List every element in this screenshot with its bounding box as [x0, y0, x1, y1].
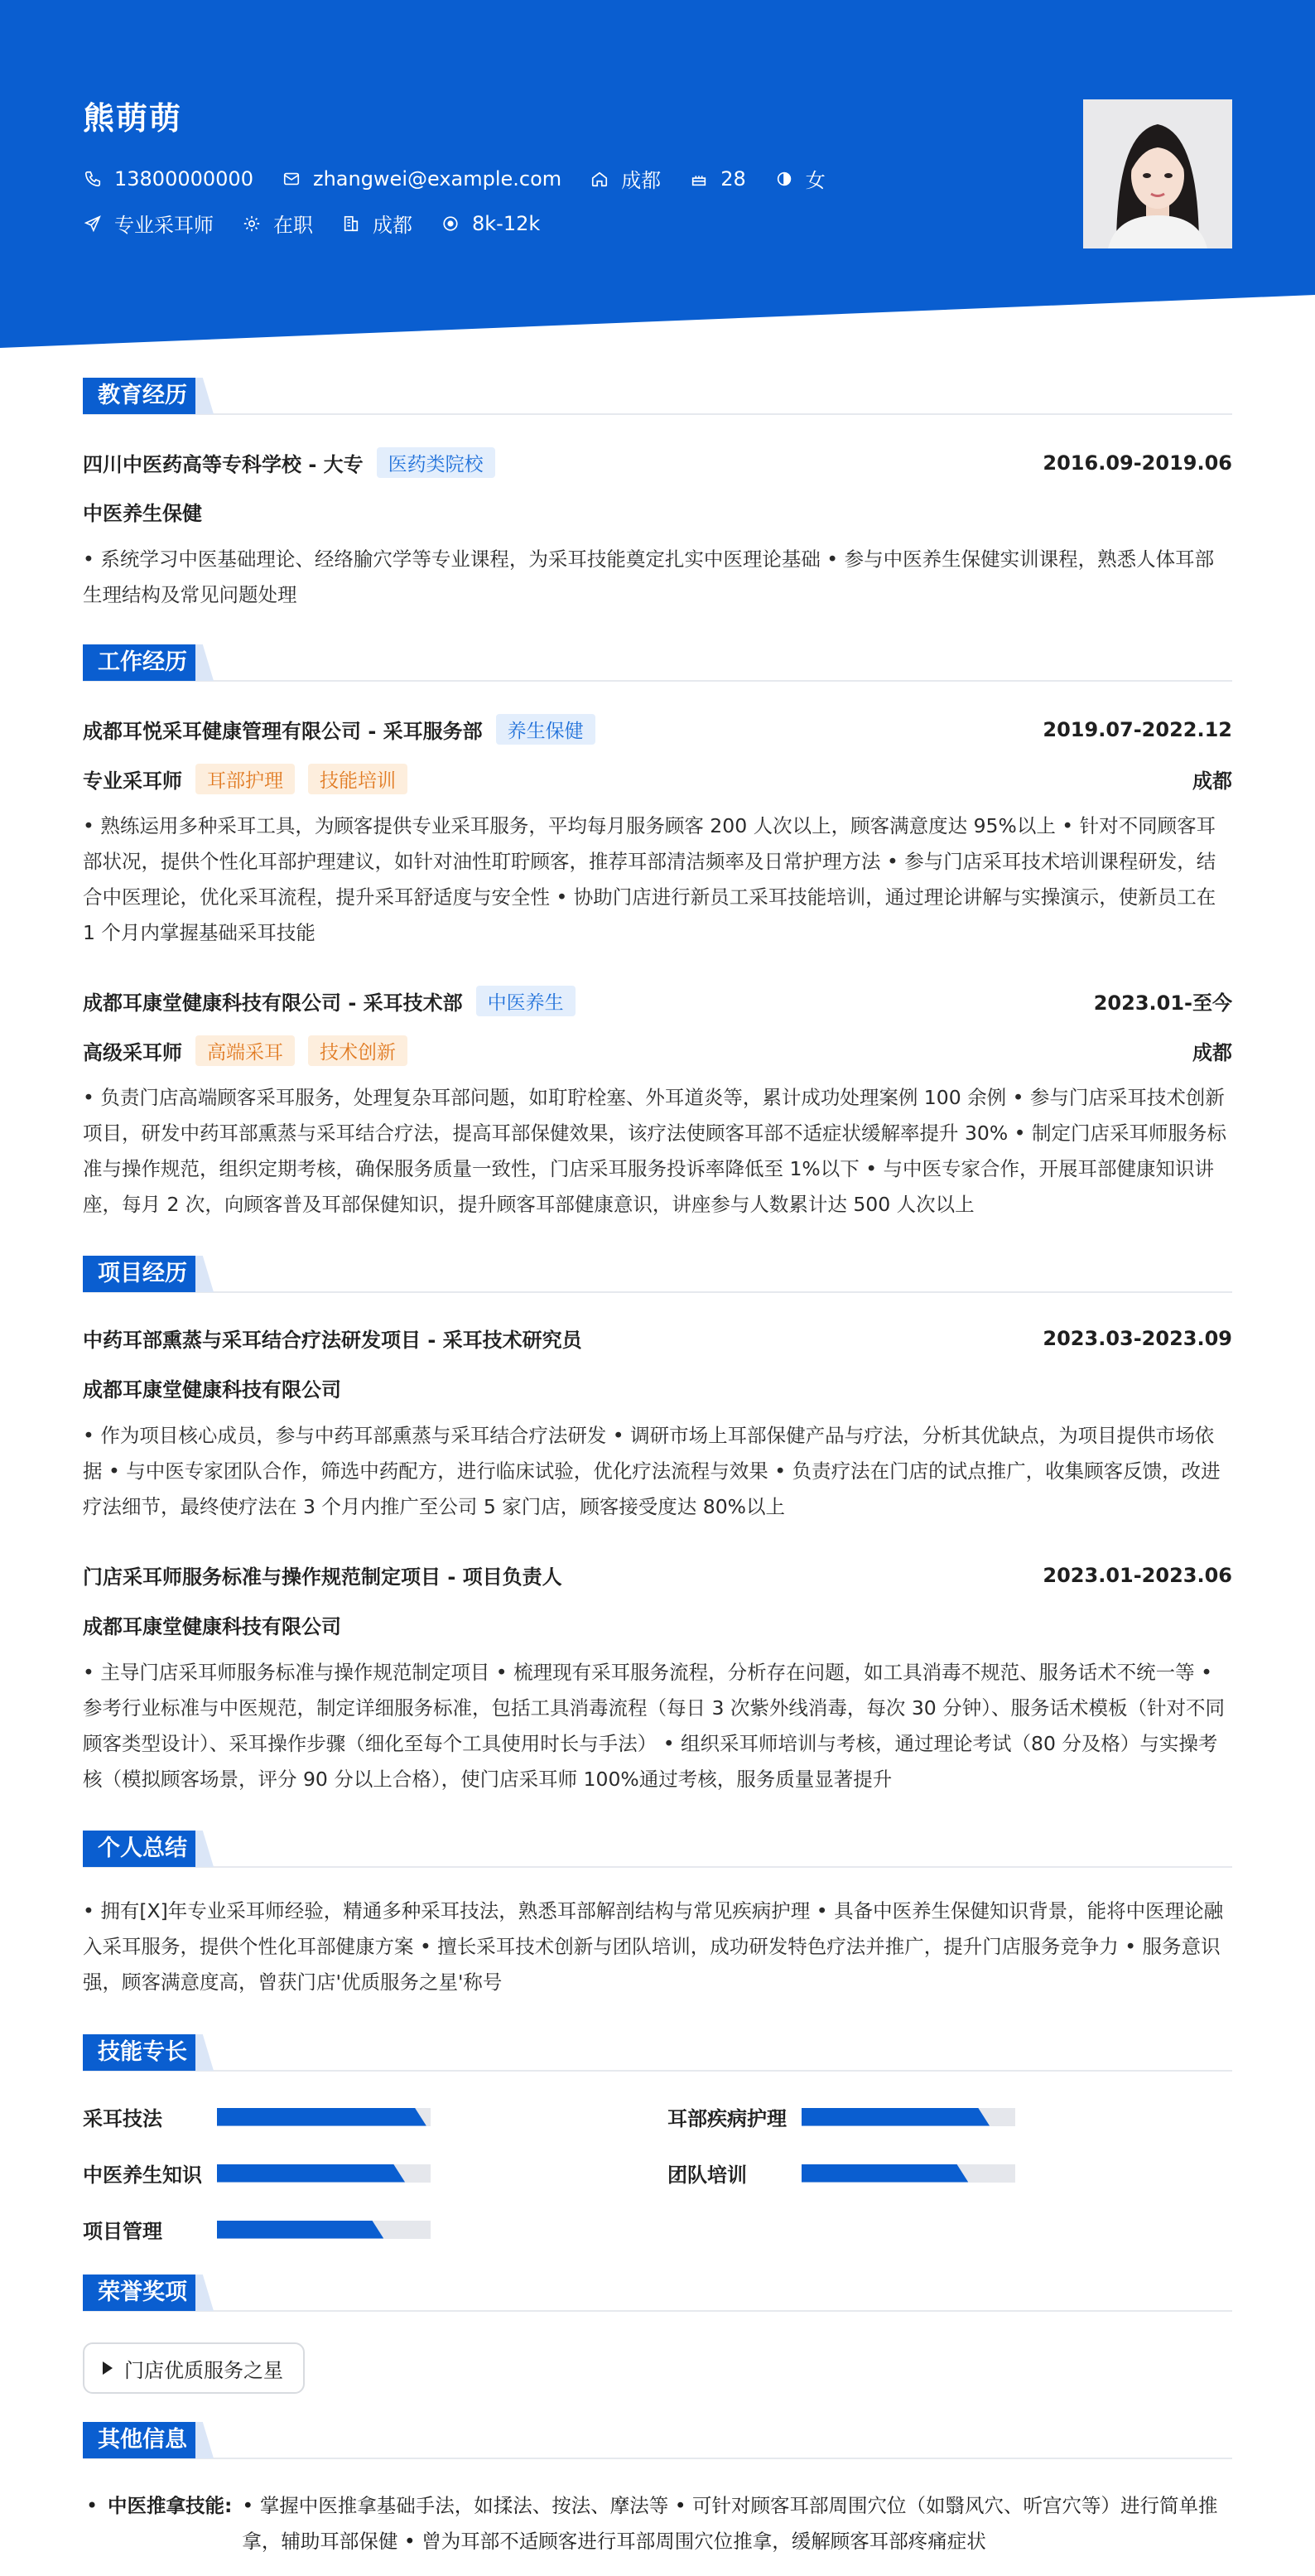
status-item — [242, 209, 313, 238]
work-company-row — [83, 986, 1232, 1016]
summary-text: • 拥有[X]年专业采耳师经验，精通多种采耳技法，熟悉耳部解剖结构与常见疾病护理 • 具备中医养生保健知识背景，能将中医理论融入采耳服务，提供个性化耳部健康方案 • 擅长采耳技术创新与团队培训，成功研发特色疗法并推广，提升门店服务竞争力 • 服务意识强，顾客满意度高，曾获门店'优质服务之星'称号 — [83, 1899, 1224, 1994]
education-heading: 教育经历 — [83, 378, 202, 414]
skill-item — [667, 2159, 1015, 2188]
skill-bar — [217, 2221, 431, 2239]
project-section-heading — [83, 1256, 1232, 1292]
award-toggle[interactable] — [83, 2342, 305, 2394]
work-description: • 负责门店高端顾客采耳服务，处理复杂耳部问题，如耵聍栓塞、外耳道炎等，累计成功处理案例 100 余例 • 参与门店采耳技术创新项目，研发中药耳部熏蒸与采耳结合疗法，提高耳部保健效果，该疗法使顾客耳部不适症状缓解率提升 30% • 制定门店采耳师服务标准与操作规范，组织定期考核，确保服务质量一致性，门店采耳服务投诉率降低至 1%以下 • 与中医专家合作，开展耳部健康知识讲座，每月 2 次，向顾客普及耳部保健知识，提升顾客耳部健康意识，讲座参与人数累计达 500 人次以上 — [83, 1086, 1227, 1216]
work-company-row — [83, 714, 1232, 745]
skill-bar — [802, 2108, 1015, 2126]
gender-item — [774, 164, 826, 193]
work-role-row — [83, 764, 1232, 794]
work-badge: 养生保健 — [496, 714, 595, 745]
education-description: • 系统学习中医基础理论、经络腧穴学等专业课程，为采耳技能奠定扎实中医理论基础 • 参与中医养生保健实训课程，熟悉人体耳部生理结构及常见问题处理 — [83, 548, 1215, 606]
work-badge: 中医养生 — [476, 986, 576, 1016]
candidate-name: 熊萌萌 — [83, 100, 183, 137]
skill-bar-fill — [802, 2108, 990, 2126]
work-tag: 技能培训 — [308, 764, 407, 794]
work-city: 成都 — [1192, 769, 1232, 793]
awards-heading: 荣誉奖项 — [83, 2275, 202, 2311]
summary-section-heading — [83, 1831, 1232, 1867]
city-text: 成都 — [373, 214, 412, 237]
send-icon — [83, 214, 103, 234]
work-company: 成都耳悦采耳健康管理有限公司 - 采耳服务部 — [83, 720, 483, 743]
skill-label: 团队培训 — [667, 2164, 747, 2187]
gender-icon — [774, 169, 794, 189]
award-label: 门店优质服务之星 — [124, 2358, 283, 2382]
skill-bar-fill — [802, 2164, 968, 2183]
other-value: • 掌握中医推拿基础手法，如揉法、按法、摩法等 • 可针对顾客耳部周围穴位（如翳风穴、听宫穴等）进行简单推拿，辅助耳部保健 • 曾为耳部不适顾客进行耳部周围穴位推拿，缓解顾客耳部疼痛症状 — [242, 2494, 1218, 2553]
work-city: 成都 — [1192, 1041, 1232, 1064]
skill-bar — [802, 2164, 1015, 2183]
work-role-row — [83, 1035, 1232, 1066]
summary-heading: 个人总结 — [83, 1831, 202, 1867]
school-name: 四川中医药高等专科学校 - 大专 — [83, 453, 364, 476]
project-title: 门店采耳师服务标准与操作规范制定项目 - 项目负责人 — [83, 1565, 562, 1589]
work-period: 2019.07-2022.12 — [1043, 717, 1232, 741]
work-period: 2023.01-至今 — [1093, 991, 1232, 1015]
work-role: 专业采耳师 — [83, 769, 182, 793]
skill-bar-fill — [217, 2221, 383, 2239]
bullet-icon: • — [86, 2494, 99, 2517]
skill-item — [667, 2102, 1015, 2131]
age-text: 28 — [720, 166, 746, 191]
building-icon — [341, 214, 361, 234]
project-description: • 作为项目核心成员，参与中药耳部熏蒸与采耳结合疗法研发 • 调研市场上耳部保健产品与疗法，分析其优缺点，为项目提供市场依据 • 与中医专家团队合作，筛选中药配方，进行临床试验，优化疗法流程与效果 • 负责疗法在门店的试点推广，收集顾客反馈，改进疗法细节，最终使疗法在 3 个月内推广至公司 5 家门店，顾客接受度达 80%以上 — [83, 1424, 1221, 1518]
job-target-item — [83, 209, 214, 238]
email-item — [282, 167, 561, 191]
project-heading: 项目经历 — [83, 1256, 202, 1292]
phone-item — [83, 167, 253, 191]
skill-item — [83, 2159, 431, 2188]
gender-text: 女 — [805, 169, 826, 192]
skills-section-heading — [83, 2034, 1232, 2071]
project-org: 成都耳康堂健康科技有限公司 — [83, 1615, 341, 1638]
skill-bar — [217, 2108, 431, 2126]
project-org: 成都耳康堂健康科技有限公司 — [83, 1378, 341, 1401]
work-description: • 熟练运用多种采耳工具，为顾客提供专业采耳服务，平均每月服务顾客 200 人次以上，顾客满意度达 95%以上 • 针对不同顾客耳部状况，提供个性化耳部护理建议，如针对油性耵聍顾客，推荐耳部清洁频率及日常护理方法 • 参与门店采耳技术培训课程研发，结合中医理论，优化采耳流程，提升采耳舒适度与安全性 • 协助门店进行新员工采耳技能培训，通过理论讲解与实操演示，使新员工在 1 个月内掌握基础采耳技能 — [83, 814, 1216, 944]
project-period: 2023.01-2023.06 — [1043, 1563, 1232, 1587]
avatar-photo — [1083, 99, 1232, 248]
work-role: 高级采耳师 — [83, 1041, 182, 1064]
project-description: • 主导门店采耳师服务标准与操作规范制定项目 • 梳理现有采耳服务流程，分析存在问题，如工具消毒不规范、服务话术不统一等 • 参考行业标准与中医规范，制定详细服务标准，包括工具消毒流程（每日 3 次紫外线消毒，每次 30 分钟）、服务话术模板（针对不同顾客类型设计）、采耳操作步骤（细化至每个工具使用时长与手法） • 组织采耳师培训与考核，通过理论考试（80 分及格）与实操考核（模拟顾客场景，评分 90 分以上合格），使门店采耳师 100%通过考核，服务质量显著提升 — [83, 1661, 1225, 1791]
education-section-heading — [83, 378, 1232, 414]
skill-item — [83, 2102, 431, 2131]
intent-row — [83, 209, 568, 238]
phone-icon — [83, 169, 103, 189]
other-section-heading — [83, 2422, 1232, 2458]
age-item — [689, 167, 746, 191]
school-badge: 医药类院校 — [377, 447, 495, 478]
other-key: 中医推拿技能: — [108, 2494, 233, 2517]
mail-icon — [282, 169, 301, 189]
skill-label: 耳部疾病护理 — [667, 2107, 787, 2130]
city-item — [341, 209, 412, 238]
resume-header — [0, 0, 1315, 356]
work-company: 成都耳康堂健康科技有限公司 - 采耳技术部 — [83, 991, 463, 1015]
work-tag: 技术创新 — [308, 1035, 407, 1066]
status-text: 在职 — [273, 214, 313, 237]
project-org-row — [83, 1610, 1232, 1639]
contact-row — [83, 164, 854, 193]
education-school-row — [83, 447, 1232, 478]
work-tag: 耳部护理 — [195, 764, 295, 794]
coin-icon — [441, 214, 460, 234]
education-major-row — [83, 497, 1232, 526]
skill-bar-fill — [217, 2164, 405, 2183]
work-section-heading — [83, 644, 1232, 681]
education-period: 2016.09-2019.06 — [1043, 451, 1232, 475]
project-org-row — [83, 1373, 1232, 1402]
skill-bar — [217, 2164, 431, 2183]
other-heading: 其他信息 — [83, 2422, 202, 2458]
caret-right-icon — [103, 2361, 113, 2375]
job-target-text: 专业采耳师 — [114, 214, 214, 237]
project-period: 2023.03-2023.09 — [1043, 1326, 1232, 1350]
project-title-row — [83, 1561, 1232, 1589]
skill-label: 项目管理 — [83, 2220, 162, 2243]
awards-section-heading — [83, 2275, 1232, 2311]
work-heading: 工作经历 — [83, 644, 202, 681]
skill-item — [83, 2215, 431, 2244]
home-icon — [590, 169, 609, 189]
salary-item — [441, 212, 540, 235]
skills-heading: 技能专长 — [83, 2034, 202, 2071]
project-title: 中药耳部熏蒸与采耳结合疗法研发项目 - 采耳技术研究员 — [83, 1329, 582, 1352]
project-title-row — [83, 1324, 1232, 1353]
location-text: 成都 — [621, 169, 662, 192]
major-name: 中医养生保健 — [83, 502, 202, 525]
skill-bar-fill — [217, 2108, 426, 2126]
salary-text: 8k-12k — [472, 211, 541, 235]
gear-icon — [242, 214, 262, 234]
cake-icon — [689, 169, 709, 189]
skill-label: 中医养生知识 — [83, 2164, 202, 2187]
other-info-item — [83, 2488, 1232, 2559]
phone-text: 13800000000 — [114, 166, 253, 191]
email-text: zhangwei@example.com — [312, 166, 562, 191]
work-tag: 高端采耳 — [195, 1035, 295, 1066]
location-item — [590, 164, 661, 193]
skill-label: 采耳技法 — [83, 2107, 162, 2130]
